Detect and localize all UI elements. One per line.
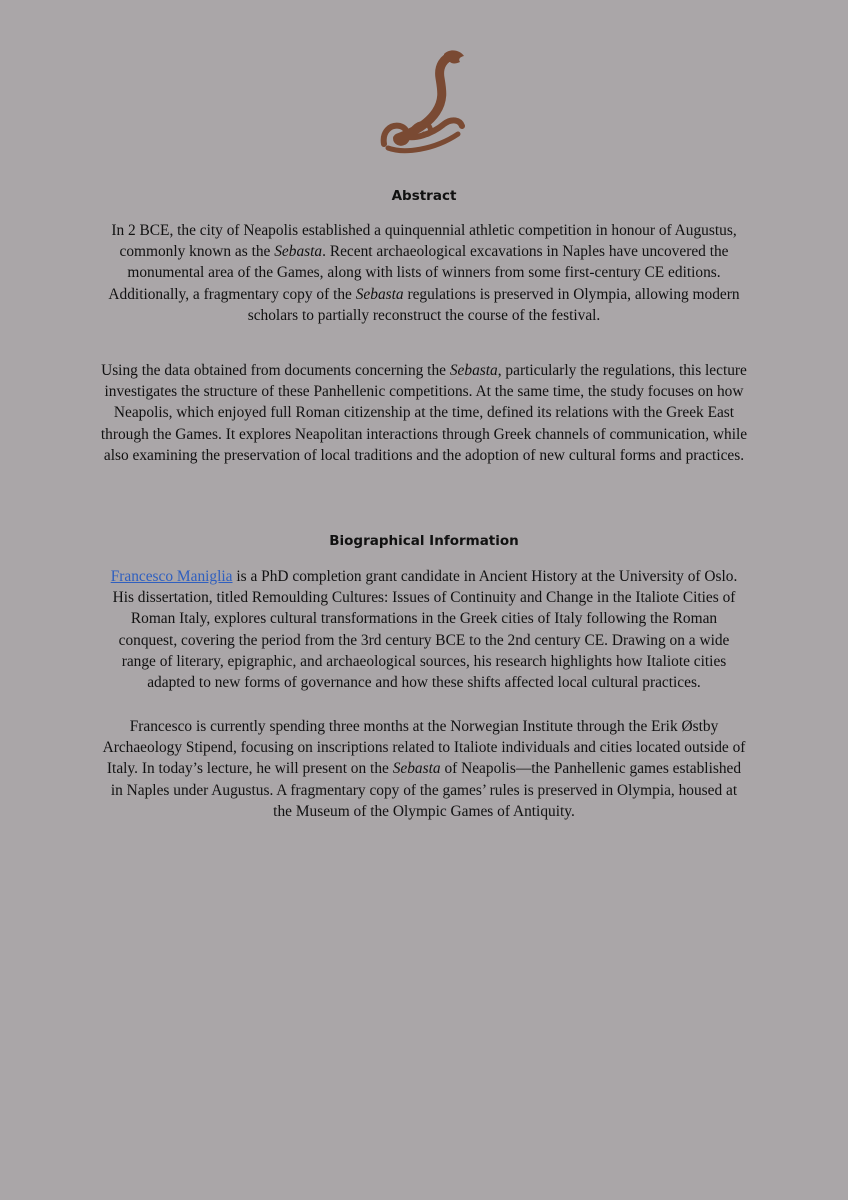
abstract-paragraph-1: In 2 BCE, the city of Neapolis established a quinquennial athletic competition in honour of Augustus, commonly known as the Sebasta. Recent archaeological excavations in Naples have uncovered the monumental area of the Games, along with lists of winners from some first-century CE editions. Additionally, a fragmentary copy of the Sebasta regulations is preserved in Olympia, allowing modern scholars to partially reconstruct the course of the festival. bbox=[108, 222, 740, 324]
bio-paragraph-1: Francesco Maniglia is a PhD completion grant candidate in Ancient History at the University of Oslo. His dissertation, titled Remoulding Cultures: Issues of Continuity and Change in the Italiote Cities of Roman Italy, explores cultural transformations in the Greek cities of Italy following the Roman conquest, covering the period from the 3rd century BCE to the 2nd century CE. Drawing on a wide range of literary, epigraphic, and archaeological sources, his research highlights how Italiote cities adapted to new forms of governance and how these shifts affected local cultural practices. bbox=[110, 568, 738, 692]
bio-heading: Biographical Information bbox=[329, 533, 519, 549]
ship-prow-logo-icon bbox=[374, 48, 474, 158]
author-link[interactable]: Francesco Maniglia bbox=[110, 568, 233, 585]
bio-paragraph-2: Francesco is currently spending three months at the Norwegian Institute through the Erik Østby Archaeology Stipend, focusing on inscriptions related to Italiote individuals and cities located outside of Italy. In today’s lecture, he will present on the Sebasta of Neapolis—the Panhellenic games established in Naples under Augustus. A fragmentary copy of the games’ rules is preserved in Olympia, housed at the Museum of the Olympic Games of Antiquity. bbox=[102, 718, 746, 820]
abstract-heading: Abstract bbox=[391, 188, 457, 204]
abstract-paragraph-2: Using the data obtained from documents concerning the Sebasta, particularly the regulations, this lecture investigates the structure of these Panhellenic competitions. At the same time, the study focuses on how Neapolis, which enjoyed full Roman citizenship at the time, defined its relations with the Greek East through the Games. It explores Neapolitan interactions through Greek channels of communication, while also examining the preservation of local traditions and the adoption of new cultural forms and practices. bbox=[100, 362, 748, 464]
